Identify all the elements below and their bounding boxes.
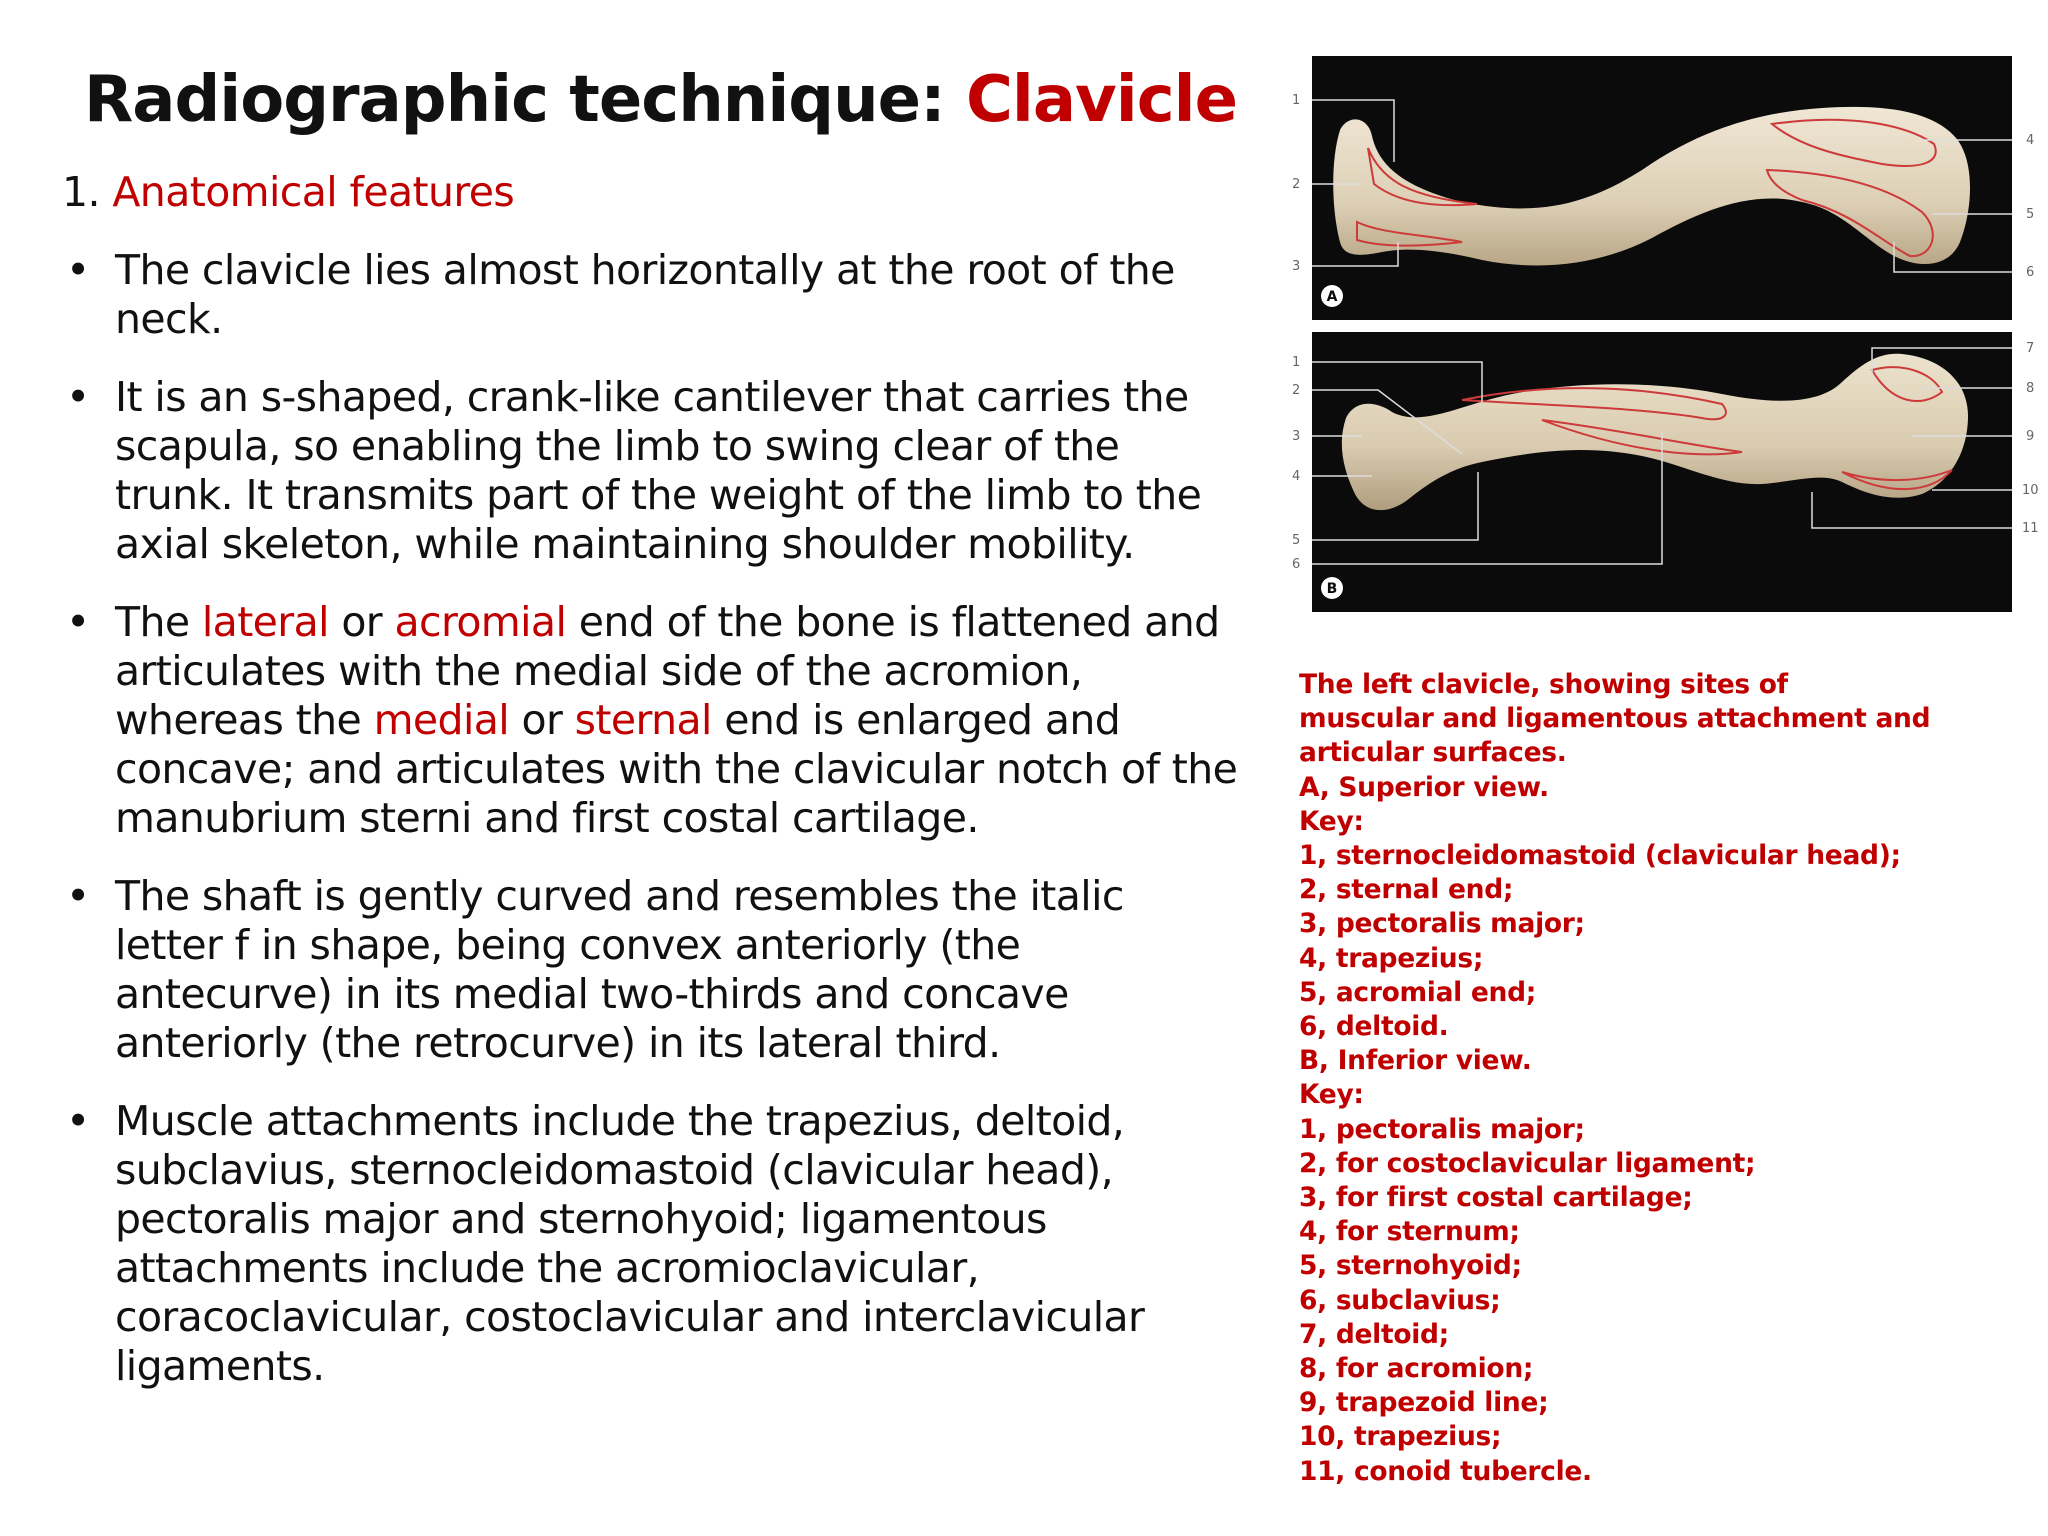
bullet-icon: • — [66, 373, 90, 421]
caption-line: Key: — [1299, 1079, 1364, 1111]
bullet-icon: • — [66, 598, 90, 646]
panel-a-label-5: 5 — [2026, 207, 2035, 222]
caption-line: 10, trapezius; — [1299, 1421, 1502, 1453]
caption-line: B, Inferior view. — [1299, 1045, 1532, 1077]
section-number: 1. — [62, 168, 100, 216]
panel-b-label-10: 10 — [2022, 483, 2039, 498]
bullet-text: The clavicle lies almost horizontally at the root of the neck. — [115, 246, 1175, 343]
caption-line: 1, pectoralis major; — [1299, 1113, 1585, 1145]
caption-line: articular surfaces. — [1299, 737, 1567, 769]
caption-line: 3, for first costal cartilage; — [1299, 1182, 1693, 1214]
page-title — [84, 62, 1244, 139]
section-heading — [62, 168, 1242, 217]
caption-line: 4, trapezius; — [1299, 942, 1484, 974]
bullet-text: Muscle attachments include the trapezius, deltoid, subclavius, sternocleidomastoid (clavicular head), pectoralis major and sternohyoid; ligamentous attachments include the acromioclavicular, coracoclavicular, costoclavicular and interclavicular ligaments. — [115, 1097, 1145, 1390]
bullet-text: or — [328, 598, 395, 646]
bullet-text: The — [115, 598, 202, 646]
highlight-term: sternal — [574, 696, 712, 744]
panel-b-label-2: 2 — [1292, 383, 1301, 398]
section-label: Anatomical features — [112, 168, 515, 216]
bullet-text: end is enlarged and concave; and articulates with the clavicular notch of the manubrium sterni and first costal cartilage. — [115, 696, 1238, 842]
caption-line: A, Superior view. — [1299, 771, 1549, 803]
bullet-item — [62, 373, 1242, 569]
caption-line: 6, deltoid. — [1299, 1011, 1449, 1043]
caption-line: 8, for acromion; — [1299, 1353, 1534, 1385]
caption-line: 5, acromial end; — [1299, 976, 1537, 1008]
caption-line: 3, pectoralis major; — [1299, 908, 1585, 940]
panel-b-label-4: 4 — [1292, 469, 1301, 484]
clavicle-figure — [1282, 52, 2042, 622]
caption-line: 2, sternal end; — [1299, 874, 1514, 906]
caption-line: 9, trapezoid line; — [1299, 1387, 1549, 1419]
panel-b-badge: B — [1326, 581, 1338, 597]
panel-a-label-2: 2 — [1292, 177, 1301, 192]
panel-b-label-5: 5 — [1292, 533, 1301, 548]
main-content — [62, 168, 1242, 1420]
panel-b-label-7: 7 — [2026, 341, 2035, 356]
panel-b-inferior-view — [1292, 332, 2039, 612]
bullet-item — [62, 598, 1242, 843]
figure-caption — [1299, 668, 2019, 1489]
panel-a-label-4: 4 — [2026, 133, 2035, 148]
title-highlight: Clavicle — [965, 63, 1237, 137]
caption-line: The left clavicle, showing sites of — [1299, 669, 1788, 700]
panel-b-label-9: 9 — [2026, 429, 2035, 444]
caption-line: 6, subclavius; — [1299, 1284, 1501, 1316]
caption-line: 2, for costoclavicular ligament; — [1299, 1147, 1756, 1179]
panel-b-label-6: 6 — [1292, 557, 1301, 572]
bullet-icon: • — [66, 246, 90, 294]
caption-line: 4, for sternum; — [1299, 1216, 1520, 1248]
panel-b-label-8: 8 — [2026, 381, 2035, 396]
panel-b-label-11: 11 — [2022, 521, 2039, 536]
panel-b-label-1: 1 — [1292, 355, 1301, 370]
highlight-term: acromial — [394, 598, 567, 646]
bullet-item — [62, 872, 1242, 1068]
bullet-text: or — [509, 696, 575, 744]
bullet-list — [62, 246, 1242, 1391]
panel-b-label-3: 3 — [1292, 429, 1301, 444]
panel-a-label-1: 1 — [1292, 93, 1301, 108]
bullet-text: The shaft is gently curved and resembles the italic letter f in shape, being convex anteriorly (the antecurve) in its medial two-thirds and concave anteriorly (the retrocurve) in its lateral third. — [115, 872, 1124, 1067]
title-prefix: Radiographic technique: — [84, 63, 966, 137]
caption-line: 1, sternocleidomastoid (clavicular head); — [1299, 840, 1901, 872]
panel-a-superior-view — [1292, 56, 2034, 320]
highlight-term: medial — [373, 696, 510, 744]
panel-a-badge: A — [1326, 289, 1338, 305]
bullet-text: It is an s-shaped, crank-like cantilever that carries the scapula, so enabling the limb to swing clear of the trunk. It transmits part of the weight of the limb to the axial skeleton, while maintaining shoulder mobility. — [115, 373, 1202, 568]
caption-line: 7, deltoid; — [1299, 1318, 1449, 1350]
bullet-item — [62, 1097, 1242, 1391]
caption-line: 11, conoid tubercle. — [1299, 1455, 1592, 1487]
caption-line: Key: — [1299, 805, 1364, 837]
bullet-item — [62, 246, 1242, 344]
panel-a-label-6: 6 — [2026, 265, 2035, 280]
highlight-term: lateral — [201, 598, 329, 646]
bullet-text: end of the bone is flattened and articulates with the medial side of the acromion, whereas the — [115, 598, 1220, 744]
caption-line: 5, sternohyoid; — [1299, 1250, 1522, 1282]
caption-line: muscular and ligamentous attachment and — [1299, 703, 1931, 735]
bullet-icon: • — [66, 1097, 90, 1145]
panel-a-label-3: 3 — [1292, 259, 1301, 274]
bullet-icon: • — [66, 872, 90, 920]
